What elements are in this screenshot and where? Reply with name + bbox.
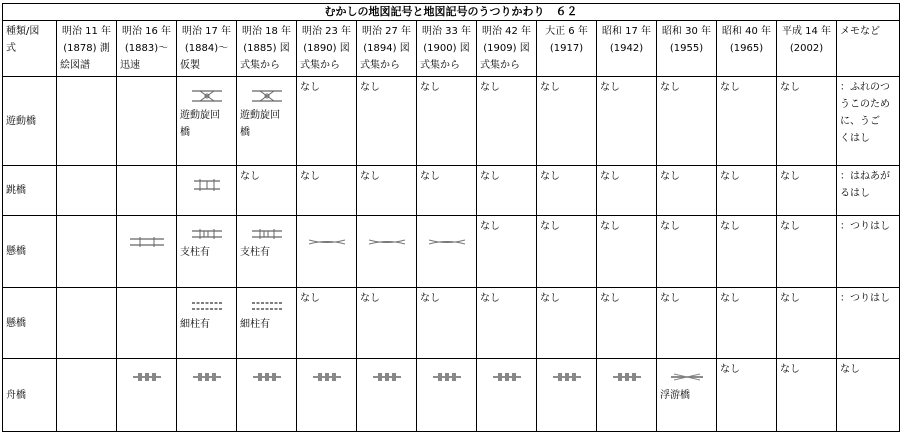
header-showa17: 昭和 17 年 (1942) — [597, 21, 657, 77]
table-cell: なし — [537, 166, 597, 216]
table-cell — [117, 166, 177, 216]
table-row — [3, 359, 900, 432]
table-cell: なし — [477, 166, 537, 216]
table-cell — [597, 359, 657, 432]
table-cell: なし — [777, 166, 837, 216]
pontoon-bridge-symbol-icon — [552, 371, 582, 383]
header-meiji16: 明治 16 年 (1883)～ 迅速 — [117, 21, 177, 77]
pontoon-bridge-symbol-icon — [372, 371, 402, 383]
table-cell: なし — [537, 288, 597, 359]
table-cell — [57, 288, 117, 359]
table-cell — [57, 359, 117, 432]
symbol-caption: 支柱有 — [180, 247, 210, 258]
symbol-caption: 細柱有 — [180, 319, 210, 330]
table-cell — [357, 359, 417, 432]
suspension-bridge-symbol-icon — [307, 236, 347, 248]
document-table-wrapper — [2, 3, 899, 443]
pontoon-bridge-symbol-icon — [252, 371, 282, 383]
table-cell — [57, 216, 117, 288]
memo-cell: ：ふれのつ うこのため に、うご くはし — [837, 77, 900, 166]
header-heisei14: 平成 14 年 (2002) — [777, 21, 837, 77]
table-cell — [177, 166, 237, 216]
suspension-bridge-symbol-icon — [367, 236, 407, 248]
header-showa30: 昭和 30 年 (1955) — [657, 21, 717, 77]
table-cell: なし — [237, 166, 297, 216]
table-cell: なし — [597, 77, 657, 166]
table-cell: なし — [777, 359, 837, 432]
swing-bridge-symbol-icon — [190, 89, 224, 103]
suspension-bridge-pillar-symbol-icon — [190, 228, 224, 240]
header-meiji18: 明治 18 年 (1885) 図 式集から — [237, 21, 297, 77]
table-cell — [657, 359, 717, 432]
table-cell: なし — [597, 166, 657, 216]
header-row — [3, 21, 900, 77]
pontoon-bridge-symbol-icon — [312, 371, 342, 383]
table-cell — [417, 359, 477, 432]
table-cell: なし — [777, 216, 837, 288]
table-cell: なし — [597, 216, 657, 288]
suspension-bridge-symbol-icon — [128, 236, 166, 248]
pontoon-bridge-symbol-icon — [132, 371, 162, 383]
suspension-bridge-symbol-icon — [427, 236, 467, 248]
table-cell: なし — [777, 288, 837, 359]
table-row — [3, 77, 900, 166]
header-taisho6: 大正 6 年 (1917) — [537, 21, 597, 77]
table-cell — [357, 216, 417, 288]
memo-cell: ：はねあが るはし — [837, 166, 900, 216]
table-cell: なし — [717, 166, 777, 216]
pontoon-bridge-symbol-icon — [432, 371, 462, 383]
table-cell — [117, 359, 177, 432]
table-cell — [237, 216, 297, 288]
row-name: 遊動橋 — [3, 77, 57, 166]
table-cell: なし — [717, 288, 777, 359]
header-showa40: 昭和 40 年 (1965) — [717, 21, 777, 77]
table-cell: なし — [477, 77, 537, 166]
table-cell: なし — [717, 216, 777, 288]
row-name: 懸橋 — [3, 288, 57, 359]
symbol-caption: 浮游橋 — [660, 390, 690, 401]
table-row — [3, 216, 900, 288]
table-cell — [177, 288, 237, 359]
map-symbol-history-table — [2, 3, 900, 432]
table-cell — [117, 216, 177, 288]
table-cell: なし — [477, 288, 537, 359]
table-cell: なし — [297, 166, 357, 216]
table-cell — [177, 216, 237, 288]
table-cell — [237, 77, 297, 166]
table-cell: なし — [477, 216, 537, 288]
row-name: 懸橋 — [3, 216, 57, 288]
table-row — [3, 166, 900, 216]
table-cell — [57, 166, 117, 216]
header-meiji17: 明治 17 年 (1884)～ 仮製 — [177, 21, 237, 77]
symbol-caption: 細柱有 — [240, 319, 270, 330]
memo-cell: ：つりはし — [837, 288, 900, 359]
table-cell: なし — [417, 288, 477, 359]
table-cell: なし — [657, 288, 717, 359]
table-cell — [117, 77, 177, 166]
pontoon-bridge-symbol-icon — [612, 371, 642, 383]
swing-bridge-symbol-icon — [250, 89, 284, 103]
symbol-caption: 橋 — [180, 127, 190, 138]
table-cell: なし — [417, 77, 477, 166]
table-cell: なし — [837, 359, 900, 432]
header-memo: メモなど — [837, 21, 900, 77]
table-cell: なし — [657, 166, 717, 216]
table-title: むかしの地図記号と地図記号のうつりかわり ６２ — [3, 4, 900, 21]
bascule-bridge-symbol-icon — [192, 178, 222, 192]
table-cell: なし — [417, 166, 477, 216]
header-meiji33: 明治 33 年 (1900) 図 式集から — [417, 21, 477, 77]
symbol-caption: 橋 — [240, 127, 250, 138]
header-kind: 種類/図 式 — [3, 21, 57, 77]
table-cell — [417, 216, 477, 288]
table-cell — [477, 359, 537, 432]
table-cell — [117, 288, 177, 359]
suspension-bridge-thin-pillar-symbol-icon — [190, 300, 224, 312]
header-meiji11: 明治 11 年 (1878) 測 絵図譜 — [57, 21, 117, 77]
suspension-bridge-thin-pillar-symbol-icon — [250, 300, 284, 312]
suspension-bridge-pillar-symbol-icon — [250, 228, 284, 240]
row-name: 跳橋 — [3, 166, 57, 216]
floating-bridge-symbol-icon — [670, 371, 704, 383]
table-row — [3, 288, 900, 359]
table-cell — [177, 77, 237, 166]
table-cell: なし — [357, 288, 417, 359]
table-cell — [237, 288, 297, 359]
table-cell: なし — [357, 166, 417, 216]
table-cell: なし — [717, 359, 777, 432]
table-cell — [177, 359, 237, 432]
table-cell: なし — [657, 216, 717, 288]
table-cell: なし — [537, 216, 597, 288]
table-cell — [297, 359, 357, 432]
table-cell: なし — [597, 288, 657, 359]
table-cell: なし — [777, 77, 837, 166]
header-meiji42: 明治 42 年 (1909) 図 式集から — [477, 21, 537, 77]
memo-cell: ：つりはし — [837, 216, 900, 288]
table-cell — [57, 77, 117, 166]
table-cell — [237, 359, 297, 432]
table-cell: なし — [657, 77, 717, 166]
table-cell — [537, 359, 597, 432]
header-meiji27: 明治 27 年 (1894) 図 式集から — [357, 21, 417, 77]
table-cell: なし — [357, 77, 417, 166]
row-name: 舟橋 — [3, 359, 57, 432]
symbol-caption: 遊動旋回 — [180, 110, 220, 121]
table-cell — [297, 216, 357, 288]
table-cell: なし — [297, 288, 357, 359]
table-cell: なし — [297, 77, 357, 166]
table-cell: なし — [717, 77, 777, 166]
pontoon-bridge-symbol-icon — [192, 371, 222, 383]
pontoon-bridge-symbol-icon — [492, 371, 522, 383]
header-meiji23: 明治 23 年 (1890) 図 式集から — [297, 21, 357, 77]
symbol-caption: 遊動旋回 — [240, 110, 280, 121]
table-cell: なし — [537, 77, 597, 166]
symbol-caption: 支柱有 — [240, 247, 270, 258]
